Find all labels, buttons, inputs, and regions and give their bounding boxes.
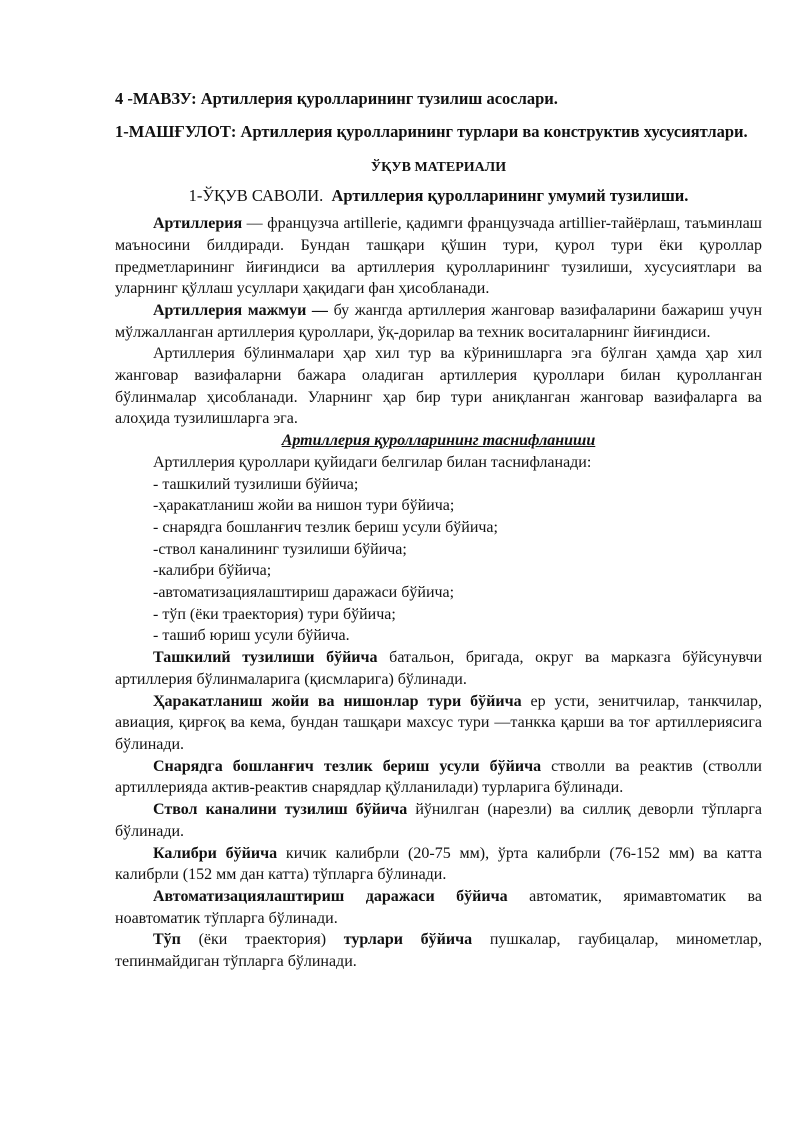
classification-title: Артиллерия қуролларининг таснифланиши bbox=[281, 432, 596, 450]
term-complex: Артиллерия мажмуи — bbox=[153, 301, 328, 319]
detail-term: Ствол каналини тузилиш бўйича bbox=[153, 801, 408, 819]
classification-item: -ҳаракатланиш жойи ва нишон тури бўйича; bbox=[153, 497, 455, 515]
material-heading: ЎҚУВ МАТЕРИАЛИ bbox=[370, 159, 507, 175]
classification-item: -калибри бўйича; bbox=[153, 562, 272, 580]
classification-item: - снарядга бошланғич тезлик бериш усули бўйича; bbox=[153, 518, 498, 536]
last-paragraph bbox=[115, 929, 762, 972]
document-page bbox=[115, 88, 762, 973]
detail-term: Снарядга бошланғич тезлик бериш усули бўйича bbox=[153, 757, 542, 775]
detail-paragraph bbox=[115, 799, 762, 842]
classification-item: -автоматизациялаштириш даражаси бўйича; bbox=[153, 584, 455, 602]
topic-heading: 4 -МАВЗУ: Артиллерия қуролларининг тузилиш асослари. bbox=[115, 89, 558, 108]
classification-intro: Артиллерия қуроллари қуйидаги белгилар билан таснифланади: bbox=[153, 453, 592, 471]
detail-term: Ташкилий тузилиши бўйича bbox=[153, 649, 378, 667]
detail-text: йўнилган (нарезли) ва силлиқ деворли тўпларга бўлинади. bbox=[115, 801, 763, 840]
paragraph-complex-text: бу жангда артиллерия жанговар вазифаларини бажариш учун мўлжалланган артиллерия қуроллари, ўқ-дорилар ва техник воситаларнинг йиғиндиси. bbox=[115, 301, 763, 341]
question-label: 1-ЎҚУВ САВОЛИ. bbox=[188, 186, 324, 206]
last-text-1: (ёки траектория) bbox=[180, 931, 344, 949]
paragraph-artillery-text: — французча artillerie, қадимги французчада artillier-тайёрлаш, таъминлаш маъносини билдиради. Бундан ташқари қўшин тури, қурол тури ёки қуроллар предметларининг йиғиндиси ва артиллерия қуролларининг тузилиши, хусусиятлари ва уларнинг қўллаш усуллари ҳақидаги фан ҳисобланади. bbox=[115, 215, 762, 298]
detail-paragraph bbox=[115, 886, 762, 929]
paragraph-units: Артиллерия бўлинмалари ҳар хил тур ва кўринишларга эга бўлган ҳамда ҳар хил жанговар вазифаларни бажара оладиган артиллерия қуроллари билан қуролланган бўлинмалар ҳисобланади. Уларнинг ҳар бир тури аниқланган жанговар вазифаларга ва алоҳида тузилишларга эга. bbox=[115, 345, 762, 428]
last-text-2: пушкалар, гаубицалар, минометлар, тепинмайдиган тўпларга бўлинади. bbox=[115, 931, 763, 971]
classification-item: -ствол каналининг тузилиши бўйича; bbox=[153, 540, 407, 558]
classification-item: - ташкилий тузилиши бўйича; bbox=[153, 475, 359, 493]
detail-paragraph bbox=[115, 691, 762, 756]
detail-paragraph bbox=[115, 647, 762, 690]
detail-text: стволли ва реактив (стволли артиллерияда актив-реактив снарядлар қўлланилади) турларига бўлинади. bbox=[115, 757, 762, 797]
last-term-1: Тўп bbox=[153, 931, 181, 949]
detail-term: Автоматизациялаштириш даражаси бўйича bbox=[153, 887, 508, 905]
classification-item: - ташиб юриш усули бўйича. bbox=[153, 627, 350, 645]
detail-paragraph bbox=[115, 843, 762, 886]
paragraph-artillery bbox=[115, 213, 762, 300]
question-heading bbox=[115, 185, 762, 207]
classification-item: - тўп (ёки траектория) тури бўйича; bbox=[153, 605, 396, 623]
question-title: Артиллерия қуролларининг умумий тузилиши. bbox=[331, 186, 689, 206]
last-term-2: турлари бўйича bbox=[343, 931, 473, 949]
term-artillery: Артиллерия bbox=[153, 215, 243, 233]
detail-term: Ҳаракатланиш жойи ва нишонлар тури бўйича bbox=[153, 692, 522, 710]
detail-text: автоматик, яримавтоматик ва ноавтоматик тўпларга бўлинади. bbox=[115, 887, 762, 927]
detail-text: кичик калибрли (20-75 мм), ўрта калибрли (76-152 мм) ва катта калибрли (152 мм дан катта) тўпларга бўлинади. bbox=[115, 844, 762, 884]
detail-text: ер усти, зенитчилар, танкчилар, авиация, қирғоқ ва кема, бундан ташқари махсус тури —танкка қарши ва тоғ артиллериясига бўлинади. bbox=[115, 692, 762, 753]
lesson-heading: 1-МАШҒУЛОТ: Артиллерия қуролларининг турлари ва конструктив хусусиятлари. bbox=[115, 121, 748, 141]
detail-paragraph bbox=[115, 756, 762, 799]
detail-term: Калибри бўйича bbox=[153, 844, 278, 862]
detail-text: батальон, бригада, округ ва марказга бўйсунувчи артиллерия бўлинмаларига (қисмларига) бўлинади. bbox=[115, 649, 763, 688]
paragraph-complex bbox=[115, 300, 762, 343]
